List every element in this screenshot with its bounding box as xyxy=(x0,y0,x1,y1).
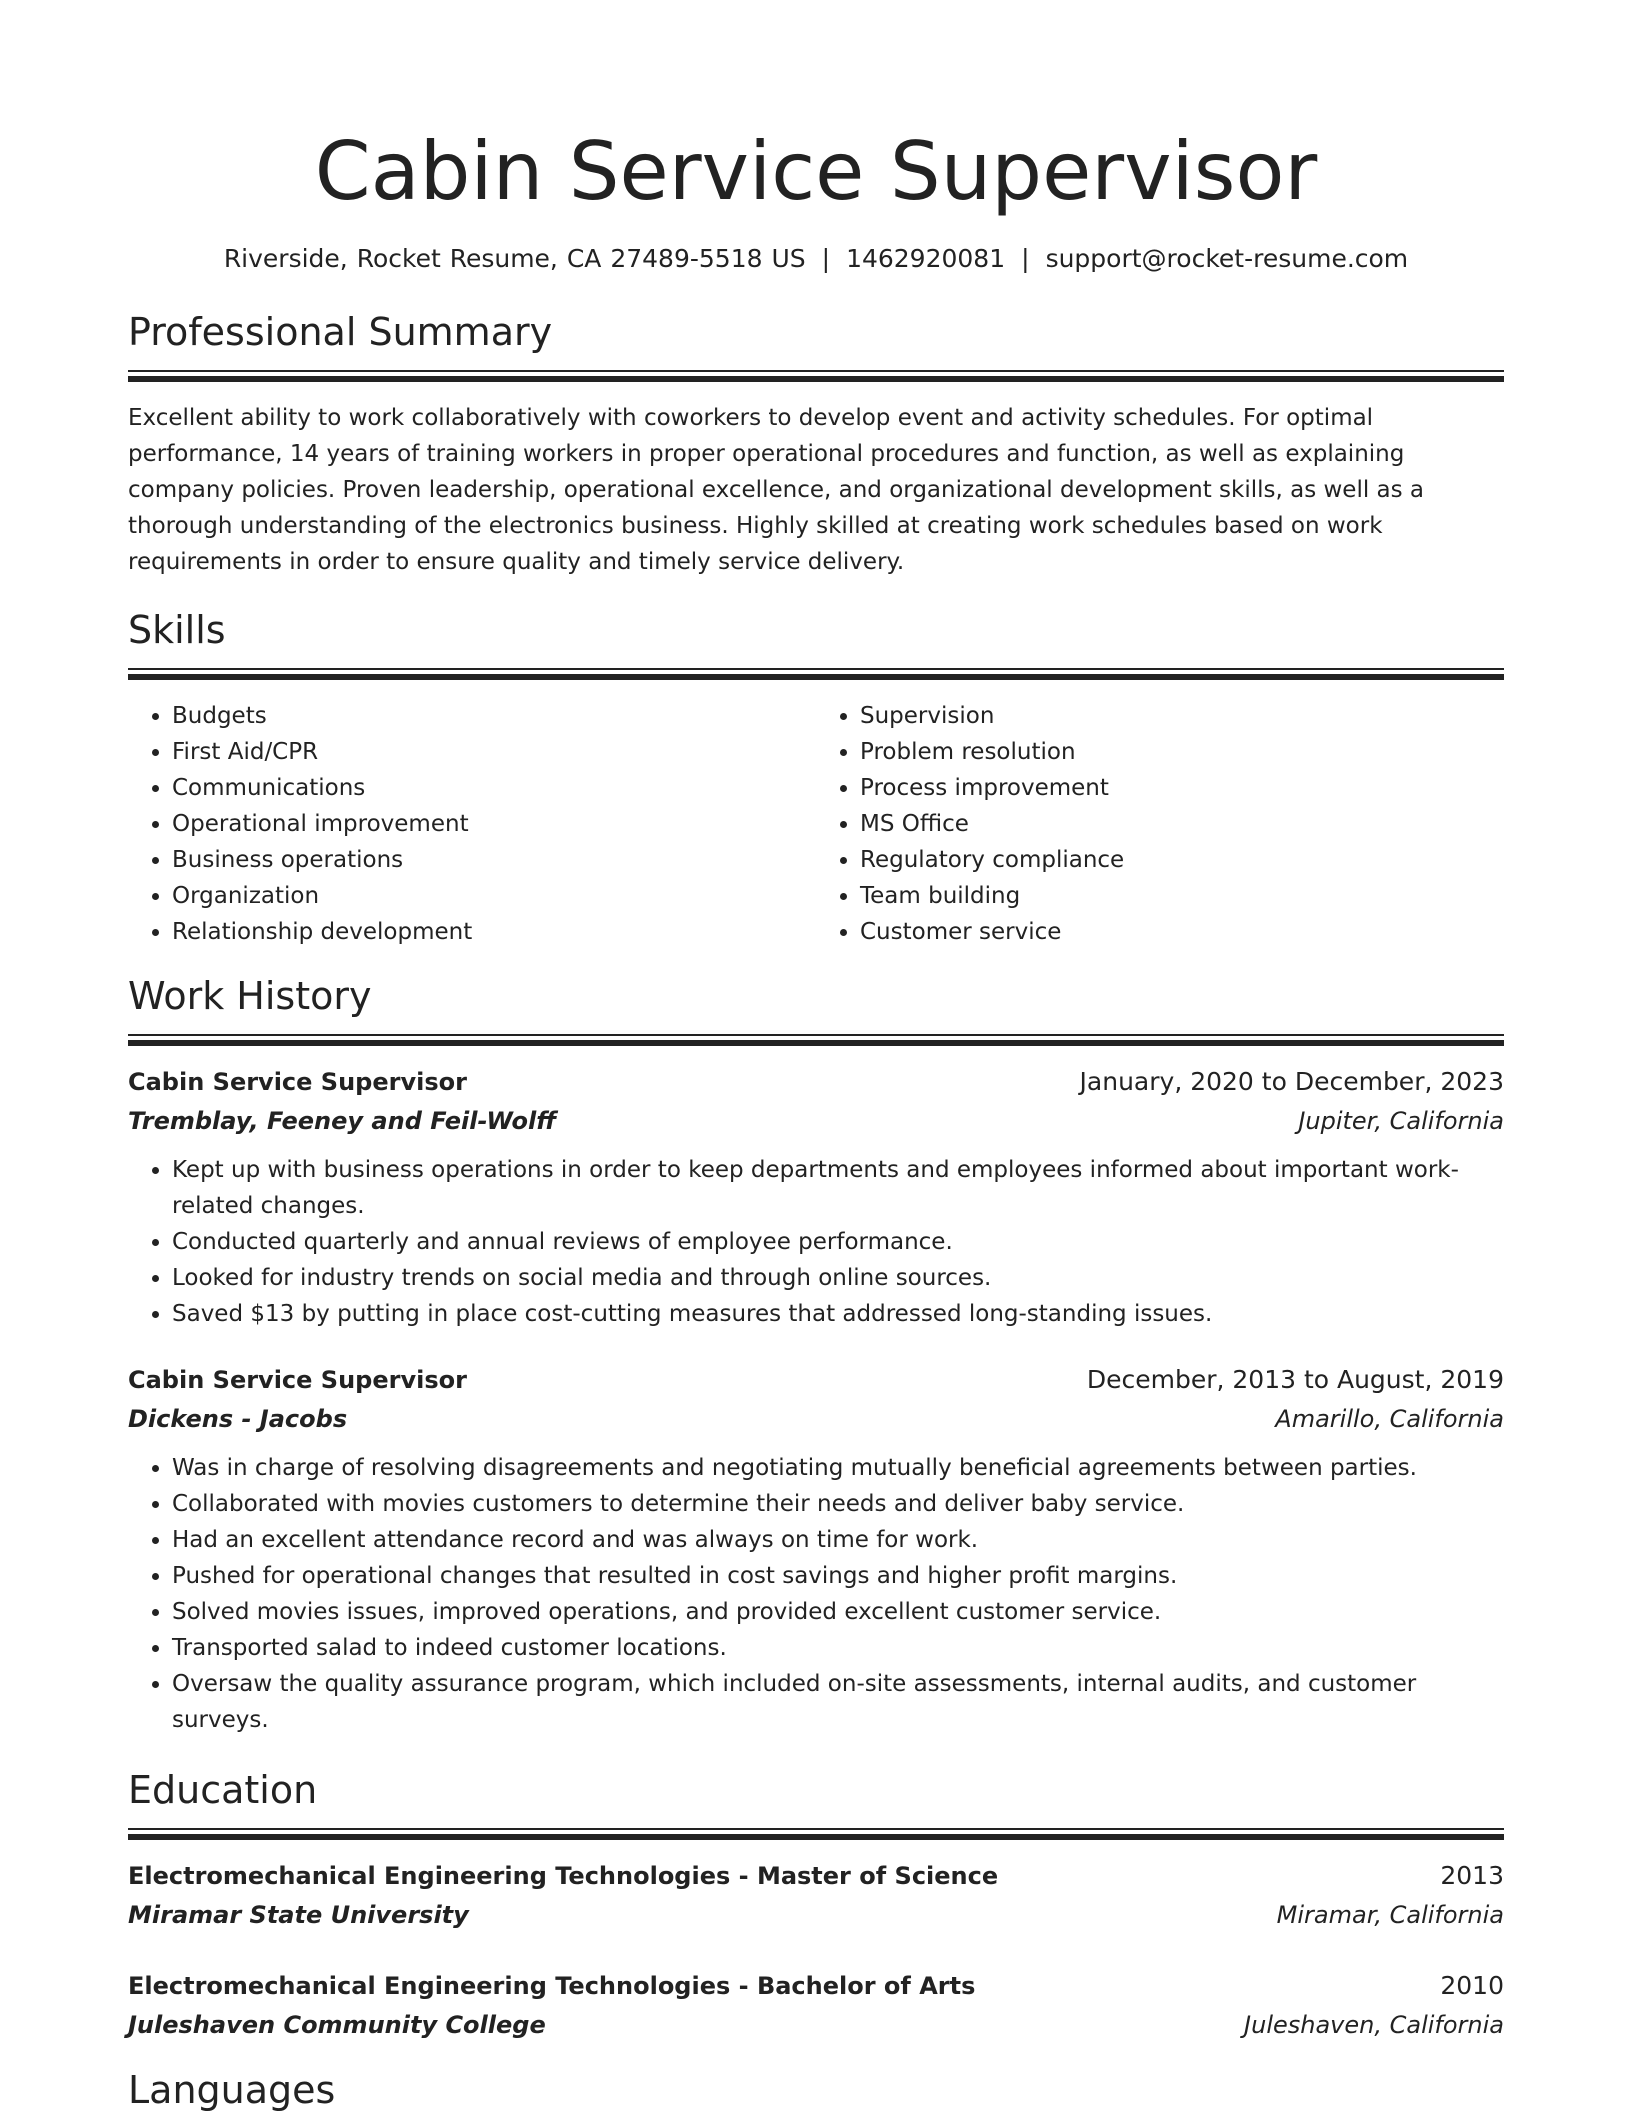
contact-email: support@rocket-resume.com xyxy=(1045,244,1409,273)
education-entry xyxy=(128,1856,1504,1934)
skill-item: • Supervision xyxy=(860,698,1504,734)
education-location: Juleshaven, California xyxy=(1244,2011,1504,2039)
skill-item: • Customer service xyxy=(860,914,1504,950)
job-title: Cabin Service Supervisor xyxy=(128,1366,467,1394)
job-bullet: • Oversaw the quality assurance program, which included on-site assessments, internal audits, and customer surveys. xyxy=(172,1666,1504,1738)
job-bullet: • Looked for industry trends on social media and through online sources. xyxy=(172,1260,1504,1296)
contact-separator: | xyxy=(1021,244,1030,273)
job-company: Tremblay, Feeney and Feil-Wolff xyxy=(128,1107,557,1135)
skill-item: • Business operations xyxy=(172,842,816,878)
job-bullet: • Saved $13 by putting in place cost-cutting measures that addressed long-standing issues. xyxy=(172,1296,1504,1332)
skill-item: • Process improvement xyxy=(860,770,1504,806)
skills-columns xyxy=(128,698,1504,950)
skills-list-right xyxy=(816,698,1504,950)
education-school: Miramar State University xyxy=(128,1901,469,1929)
job-bullet: • Solved movies issues, improved operations, and provided excellent customer service. xyxy=(172,1594,1504,1630)
job-location: Amarillo, California xyxy=(1275,1405,1504,1433)
skill-item: • Relationship development xyxy=(172,914,816,950)
education-year: 2010 xyxy=(1440,1971,1504,2000)
job-entry xyxy=(128,1062,1504,1332)
contact-line xyxy=(128,242,1504,276)
education-year: 2013 xyxy=(1440,1861,1504,1890)
section-title-skills: Skills xyxy=(128,608,226,652)
section-divider xyxy=(128,1034,1504,1046)
contact-phone: 1462920081 xyxy=(846,244,1006,273)
resume-page xyxy=(128,0,1504,2114)
summary-text: Excellent ability to work collaboratively with coworkers to develop event and activity schedules. For optimal performance, 14 years of training workers in proper operational procedures and function, as well as explaining company policies. Proven leadership, operational excellence, and organizational development skills, as well as a thorough understanding of the electronics business. Highly skilled at creating work schedules based on work requirements in order to ensure quality and timely service delivery. xyxy=(128,405,1425,575)
job-bullet: • Transported salad to indeed customer locations. xyxy=(172,1630,1504,1666)
skill-item: • Operational improvement xyxy=(172,806,816,842)
job-bullet: • Conducted quarterly and annual reviews of employee performance. xyxy=(172,1224,1504,1260)
job-bullet: • Collaborated with movies customers to determine their needs and deliver baby service. xyxy=(172,1486,1504,1522)
section-divider xyxy=(128,668,1504,680)
skills-list-left xyxy=(128,698,816,950)
contact-address: Riverside, Rocket Resume, CA 27489-5518 US xyxy=(223,244,806,273)
skill-item: • Team building xyxy=(860,878,1504,914)
job-bullets xyxy=(128,1450,1504,1738)
education-degree: Electromechanical Engineering Technologies - Bachelor of Arts xyxy=(128,1972,976,2000)
section-divider xyxy=(128,1828,1504,1840)
section-divider xyxy=(128,370,1504,382)
job-bullet: • Kept up with business operations in order to keep departments and employees informed about important work-related changes. xyxy=(172,1152,1504,1224)
job-bullets xyxy=(128,1152,1504,1332)
job-location: Jupiter, California xyxy=(1298,1107,1504,1135)
section-title-education: Education xyxy=(128,1768,318,1812)
contact-separator: | xyxy=(821,244,831,273)
skill-item: • MS Office xyxy=(860,806,1504,842)
skill-item: • First Aid/CPR xyxy=(172,734,816,770)
job-title: Cabin Service Supervisor xyxy=(128,1068,467,1096)
education-entry xyxy=(128,1966,1504,2044)
section-title-summary: Professional Summary xyxy=(128,310,553,354)
job-dates: December, 2013 to August, 2019 xyxy=(1086,1365,1504,1394)
education-location: Miramar, California xyxy=(1276,1901,1504,1929)
education-degree: Electromechanical Engineering Technologies - Master of Science xyxy=(128,1862,999,1890)
job-bullet: • Had an excellent attendance record and was always on time for work. xyxy=(172,1522,1504,1558)
skill-item: • Organization xyxy=(172,878,816,914)
job-dates: January, 2020 to December, 2023 xyxy=(1079,1067,1504,1096)
job-company: Dickens - Jacobs xyxy=(128,1405,348,1433)
job-bullet: • Pushed for operational changes that resulted in cost savings and higher profit margins. xyxy=(172,1558,1504,1594)
job-bullet: • Was in charge of resolving disagreements and negotiating mutually beneficial agreements between parties. xyxy=(172,1450,1504,1486)
work-history-section xyxy=(128,972,1504,1738)
skill-item: • Regulatory compliance xyxy=(860,842,1504,878)
skills-section xyxy=(128,606,1504,950)
education-school: Juleshaven Community College xyxy=(128,2011,546,2039)
summary-section xyxy=(128,308,1504,580)
skill-item: • Problem resolution xyxy=(860,734,1504,770)
skill-item: • Budgets xyxy=(172,698,816,734)
job-entry xyxy=(128,1360,1504,1738)
section-title-languages: Languages xyxy=(128,2068,336,2112)
education-section xyxy=(128,1766,1504,2044)
resume-name: Cabin Service Supervisor xyxy=(314,125,1318,218)
section-title-work-history: Work History xyxy=(128,974,372,1018)
languages-section xyxy=(128,2066,1504,2114)
skill-item: • Communications xyxy=(172,770,816,806)
